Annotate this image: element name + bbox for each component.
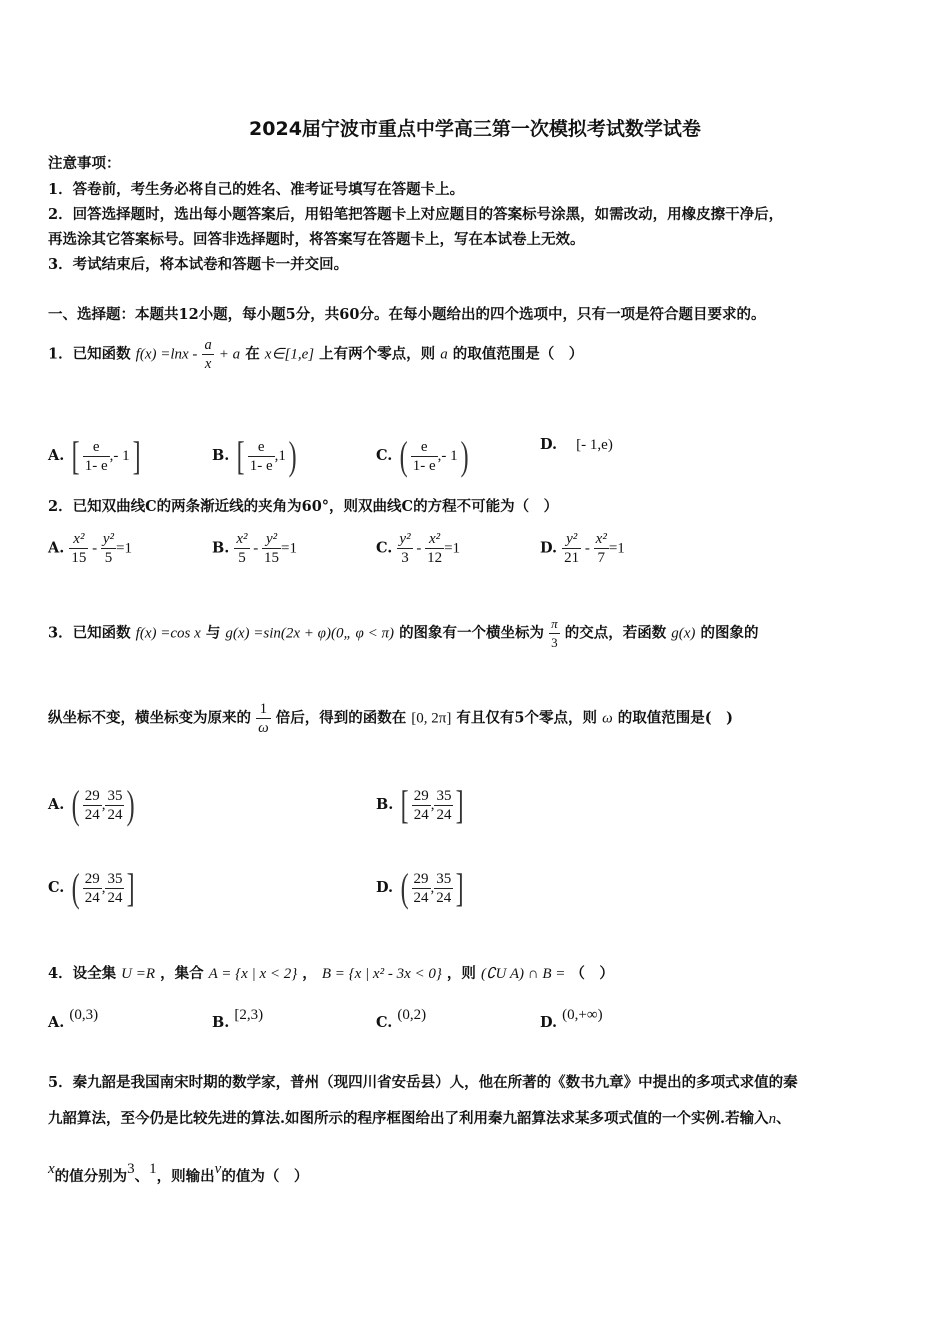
notice-item-2: 2．回答选择题时，选出每小题答案后，用铅笔把答题卡上对应题目的答案标号涂黑，如需改动，用橡皮擦干净后， <box>48 206 784 223</box>
q2-option-c[interactable]: C. $\frac{\text{y²}}{3}$ - $\frac{\text{x²}}{12}$ =1 <box>376 531 461 566</box>
q3-pi-frac: $\frac{\pi}{3}$ <box>551 616 558 650</box>
q1-func-lhs: f(x) =lnx - <box>135 346 198 363</box>
q4-option-a[interactable]: A. (0,3) <box>48 1007 99 1031</box>
question-3: 3．已知函数 f(x) =cos x 与 g(x) =sin(2x + φ)(0„ φ < π) 的图象有一个横坐标为 $\frac{\pi}{3}$ 的交点，若函数 g(x) 的图象的 <box>48 616 759 650</box>
q3-option-c[interactable]: C. ( $\frac{29}{24}$ , $\frac{35}{24}$ ] <box>48 865 136 910</box>
q1-mid: 在 <box>245 345 260 363</box>
q1-end: 的取值范围是（ ） <box>452 345 584 363</box>
q1-option-b[interactable]: B. [ $\frac{e}{1- e}$ ,1) <box>212 433 297 478</box>
question-2: 2．已知双曲线C的两条渐近线的夹角为60°，则双曲线C的方程不可能为（ ） <box>48 498 559 515</box>
q2-option-b[interactable]: B. $\frac{\text{x²}}{5}$ - $\frac{\text{y²}}{15}$ =1 <box>212 531 297 566</box>
q4-option-b[interactable]: B. [2,3) <box>212 1007 264 1031</box>
q1-domain: x∈[1,e] <box>264 346 315 363</box>
question-5: 5．秦九韶是我国南宋时期的数学家，普州（现四川省安岳县）人，他在所著的《数书九章》中提出的多项式求值的秦 <box>48 1074 798 1091</box>
section-heading: 一、选择题：本题共12小题，每小题5分，共60分。在每小题给出的四个选项中，只有一项是符合题目要求的。 <box>48 306 766 323</box>
q1-option-c[interactable]: C. ( $\frac{e}{1- e}$ ,- 1) <box>376 433 469 478</box>
q4-set-a: A = {x | x < 2} <box>208 966 298 982</box>
question-4: 4．设全集 U =R ，集合 A = {x | x < 2} ， B = {x | x² - 3x < 0} ，则 (∁U A) ∩ B = （ ） <box>48 965 614 982</box>
page-title: 2024届宁波市重点中学高三第一次模拟考试数学试卷 <box>249 118 701 140</box>
q3-option-a[interactable]: A. ( $\frac{29}{24}$ , $\frac{35}{24}$ ) <box>48 782 136 827</box>
q1-func-frac: $\frac{a}{x}$ <box>204 337 212 372</box>
question-5-cont2: x的值分别为3、1，则输出v的值为（ ） <box>48 1161 309 1185</box>
notice-item-3: 3．考试结束后，将本试卷和答题卡一并交回。 <box>48 256 349 273</box>
q2-option-a[interactable]: A. $\frac{\text{x²}}{15}$ - $\frac{\text{y²}}{5}$ =1 <box>48 531 132 566</box>
question-3-cont: 纵坐标不变，横坐标变为原来的 $\frac{1}{\omega}$ 倍后，得到的函数在 [0, 2π] 有且仅有5个零点，则 ω 的取值范围是( ) <box>48 701 733 736</box>
q3-option-d[interactable]: D. ( $\frac{29}{24}$ , $\frac{35}{24}$ ] <box>376 865 464 910</box>
question-1 <box>48 336 583 373</box>
q4-option-d[interactable]: D. (0,+∞) <box>540 1007 603 1031</box>
q3-option-b[interactable]: B. [ $\frac{29}{24}$ , $\frac{35}{24}$ ] <box>376 782 465 827</box>
q2-option-d[interactable]: D. $\frac{\text{y²}}{21}$ - $\frac{\text{x²}}{7}$ =1 <box>540 531 625 566</box>
q3-g: g(x) =sin(2x + φ)(0„ φ < π) <box>225 625 394 642</box>
notice-item-2-cont: 再选涂其它答案标号。回答非选择题时，将答案写在答题卡上，写在本试卷上无效。 <box>48 231 585 248</box>
q3-f: f(x) =cos x <box>135 625 201 642</box>
q1-prefix: 1．已知函数 <box>48 345 131 363</box>
notice-item-1: 1．答卷前，考生务必将自己的姓名、准考证号填写在答题卡上。 <box>48 181 465 198</box>
q3-omega-frac: $\frac{1}{\omega}$ <box>258 701 269 736</box>
q1-option-a[interactable]: A. [ $\frac{e}{1- e}$ ,- 1] <box>48 433 141 478</box>
q1-var: a <box>440 346 448 363</box>
notice-heading: 注意事项： <box>48 155 121 172</box>
q1-func-rhs: + a <box>218 346 241 363</box>
q4-set-b: B = {x | x² - 3x < 0} <box>321 966 442 982</box>
q1-suffix: 上有两个零点，则 <box>319 345 436 363</box>
q4-option-c[interactable]: C. (0,2) <box>376 1007 427 1031</box>
question-5-cont: 九韶算法，至今仍是比较先进的算法.如图所示的程序框图给出了利用秦九韶算法求某多项式值的一个实例.若输入n、 <box>48 1110 791 1127</box>
q1-option-d[interactable]: D. [- 1,e) <box>540 436 613 453</box>
